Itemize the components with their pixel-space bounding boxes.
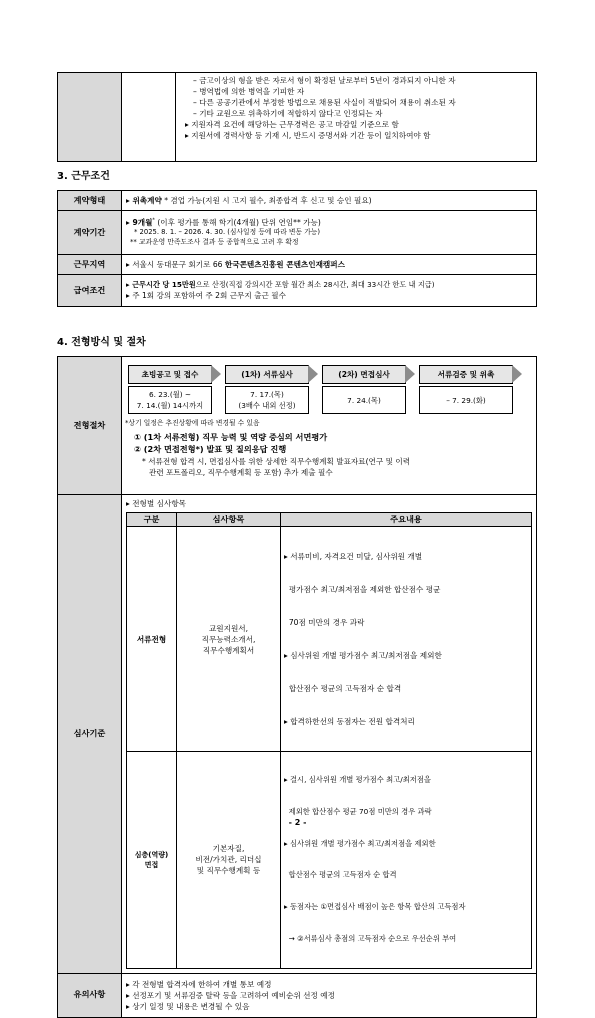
step-2-header: (1차) 서류심사 [225, 365, 309, 384]
salary-value [122, 275, 537, 307]
notes-label: 유의사항 [58, 973, 122, 1017]
work-location-value [122, 255, 537, 275]
date-line: 7. 17.(목) [250, 390, 284, 399]
disqualification-list [176, 73, 537, 162]
content-line: 평가점수 최고/최저점을 제외한 합산점수 평균 [284, 585, 441, 594]
work-location-label: 근무지역 [58, 255, 122, 275]
content-line: 합산점수 평균의 고득점자 순 합격 [284, 870, 397, 880]
content-line: → ②서류심사 총점의 고득점자 순으로 우선순위 부여 [284, 933, 457, 943]
item-line: 교원지원서, [208, 623, 249, 633]
criteria-header: 구분 [127, 513, 177, 527]
type-line: 면접 [144, 860, 159, 869]
criteria-type [127, 752, 177, 969]
process-flow [122, 357, 536, 419]
item-line: 비전/가치관, 리더십 [195, 855, 262, 865]
notes-content [122, 973, 537, 1017]
eligibility-continuation-table [57, 72, 537, 162]
selection-process-table [57, 356, 537, 1018]
bold-text: 한국콘텐츠진흥원 콘텐츠인재캠퍼스 [224, 260, 345, 269]
step-4-date [419, 386, 513, 414]
process-note: 관련 포트폴리오, 직무수행계획 등 포함) 추가 제출 필수 [149, 467, 333, 477]
section-4-title: 4. 전형방식 및 절차 [57, 337, 146, 348]
criteria-content [122, 495, 537, 974]
step-1-header: 초빙공고 및 접수 [128, 365, 212, 384]
type-line: 심층(역량) [134, 850, 169, 859]
criteria-label: 심사기준 [58, 495, 122, 974]
item-line: 기본자질, [212, 844, 245, 854]
process-label: 전형절차 [58, 357, 122, 495]
contract-type-label: 계약형태 [58, 191, 122, 211]
process-content [122, 357, 537, 495]
note-item: ▸ 선정포기 및 서류검증 탈락 등을 고려하여 예비순위 선정 예정 [126, 990, 335, 1000]
footnote-mark: * [152, 217, 155, 224]
criteria-content-cell [281, 527, 532, 752]
criteria-content-cell [281, 752, 532, 969]
salary-label: 급여조건 [58, 275, 122, 307]
work-conditions-table [57, 190, 537, 307]
date-line: (3배수 내외 선정) [238, 401, 296, 410]
bold-text: ▸ 위촉계약 [126, 196, 162, 205]
schedule-note: *상기 일정은 추진상황에 따라 변경될 수 있음 [125, 419, 260, 427]
step-2-date [225, 386, 309, 414]
note: * 2025. 8. 1. – 2026. 4. 30. (심사일정 등에 따라 변동 가능) [134, 228, 320, 237]
list-item: – 다른 공공기관에서 부정한 방법으로 채용된 사실이 적발되어 채용이 취소된 자 [193, 98, 456, 107]
content-line: ▸ 서류미비, 자격요건 미달, 심사위원 개별 [284, 552, 423, 561]
plain-text: ▸ 주 1회 강의 포함하여 주 2회 근무지 출근 필수 [126, 291, 286, 301]
plain-text: * 겸업 가능(지원 시 고지 필수, 최종합격 후 신고 및 승인 필요) [161, 196, 372, 205]
item-line: 직무능력소개서, [201, 634, 256, 644]
list-item: ▸ 지원자격 요건에 해당하는 근무경력은 공고 마감일 기준으로 함 [185, 120, 399, 129]
process-point-1: ① (1차 서류전형) 직무 능력 및 역량 중심의 서면평가 [134, 431, 328, 442]
list-item: – 금고이상의 형을 받은 자로서 형이 확정된 날로부터 5년이 경과되지 아니한 자 [193, 76, 456, 85]
process-note: * 서류전형 합격 시, 면접심사를 위한 상세한 직무수행계획 발표자료(연구 및 이력 [142, 456, 411, 466]
content-line: 70점 미만의 경우 과락 [284, 618, 365, 627]
content-line: 제외한 합산점수 평균 70점 미만의 경우 과락 [284, 806, 432, 816]
note-item: ▸ 각 전형별 합격자에 한하여 개별 통보 예정 [126, 979, 272, 989]
criteria-items [177, 527, 281, 752]
bold-text: ▸ 근무시간 당 15만원 [126, 279, 196, 289]
plain-text: (이후 평가를 통해 학기(4개월) 단위 연임** 가능) [154, 218, 321, 228]
content-line: ▸ 심사위원 개별 평가점수 최고/최저점을 제외한 [284, 838, 436, 848]
table-row [127, 752, 532, 969]
section-3-title: 3. 근무조건 [57, 171, 110, 182]
contract-period-label: 계약기간 [58, 211, 122, 255]
list-item: – 병역법에 의한 병역을 기피한 자 [193, 87, 305, 96]
list-item: ▸ 지원서에 경력사항 등 기재 시, 반드시 증명서와 기간 등이 일치하여야 함 [185, 131, 431, 140]
content-line: 합산점수 평균의 고득점자 순 합격 [284, 684, 402, 693]
date-line: 6. 23.(월) ~ [148, 390, 192, 399]
date-line: 7. 24.(목) [347, 395, 381, 405]
process-point-2: ② (2차 면접전형*) 발표 및 질의응답 진행 [134, 443, 287, 454]
criteria-table [126, 512, 532, 969]
content-line: ▸ 결시, 심사위원 개별 평가점수 최고/최저점을 [284, 775, 431, 785]
date-line: 7. 14.(월) 14시까지 [136, 401, 204, 410]
content-line: ▸ 동점자는 ①면접심사 배점이 높은 항목 합산의 고득점자 [284, 902, 466, 912]
note-item: ▸ 상기 일정 및 내용은 변경될 수 있음 [126, 1001, 250, 1011]
criteria-intro: ▸ 전형별 심사항목 [126, 499, 186, 508]
empty-label-cell [58, 73, 122, 162]
contract-period-value [122, 211, 537, 255]
content-line: ▸ 심사위원 개별 평가점수 최고/최저점을 제외한 [284, 651, 442, 660]
item-line: 및 직무수행계획 등 [196, 866, 261, 876]
plain-text: ▸ 서울시 동대문구 회기로 66 [126, 260, 225, 269]
page-number: - 2 - [288, 818, 307, 827]
note: ** 교과운영 만족도조사 결과 등 종합적으로 고려 후 확정 [130, 238, 299, 246]
step-1-date [128, 386, 212, 414]
empty-cell [122, 73, 176, 162]
step-4-header: 서류검증 및 위촉 [419, 365, 513, 384]
criteria-items [177, 752, 281, 969]
bold-text: ▸ 9개월 [126, 218, 153, 228]
contract-type-value [122, 191, 537, 211]
step-3-date [322, 386, 406, 414]
content-line: ▸ 합격하한선의 동점자는 전원 합격처리 [284, 717, 415, 726]
item-line: 직무수행계획서 [202, 645, 255, 655]
table-row [127, 527, 532, 752]
criteria-header: 심사항목 [177, 513, 281, 527]
criteria-header: 주요내용 [281, 513, 532, 527]
plain-text: 으로 산정(직접 강의시간 포함 월간 최소 28시간, 최대 33시간 한도 내 지급) [195, 279, 435, 289]
criteria-type: 서류전형 [127, 527, 177, 752]
list-item: – 기타 교원으로 위촉하기에 적합하지 않다고 인정되는 자 [193, 109, 383, 118]
step-3-header: (2차) 면접심사 [322, 365, 406, 384]
date-line: – 7. 29.(화) [446, 395, 486, 405]
